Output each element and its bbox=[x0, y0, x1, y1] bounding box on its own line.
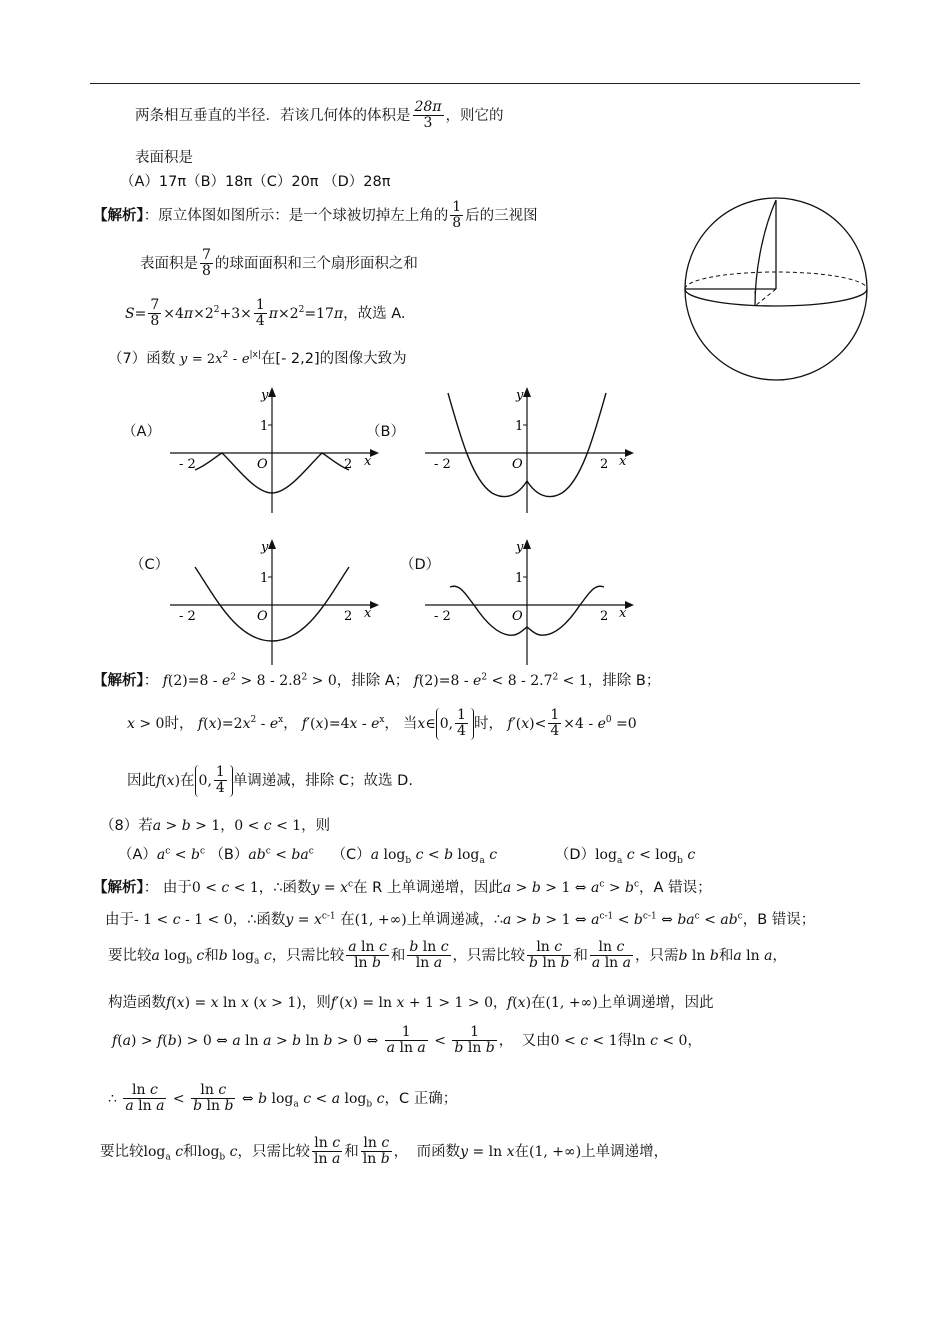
svg-text:2: 2 bbox=[600, 609, 609, 624]
svg-text:x: x bbox=[619, 454, 627, 469]
svg-text:x: x bbox=[364, 454, 372, 469]
svg-text:1: 1 bbox=[260, 571, 269, 586]
q6-line2: 表面积是 bbox=[135, 150, 193, 166]
svg-text:2: 2 bbox=[344, 609, 353, 624]
svg-text:- 2: - 2 bbox=[434, 609, 451, 624]
sol8-line1: 【解析】： 由于0 < c < 1，∴函数$y = x^c$在 R 上单调递增，因此a > b > 1 ⇔ $a^c > b^c$，A 错误； bbox=[93, 879, 712, 896]
sphere-figure bbox=[680, 192, 870, 384]
svg-text:1: 1 bbox=[260, 419, 269, 434]
sol7-line3: 因此f(x)在 0, $\frac{1}{4}$ 单调递减，排除 C；故选 D. bbox=[127, 764, 413, 797]
svg-text:O: O bbox=[257, 457, 268, 472]
sol8-line5: f(a) > f(b) > 0 ⇔ a ln a > b ln b > 0 ⇔ $\frac{1}{\text{a ln a}}$ < $\frac{1}{\text{b ln b}}$ ， 又由0 < c < 1得ln c < 0， bbox=[112, 1024, 702, 1057]
graph-label-d: （D） bbox=[400, 557, 441, 573]
sol8-line6: ∴ $\frac{\text{ln c}}{\text{a ln a}}$ < $\frac{\text{ln c}}{\text{b ln b}}$ ⇔ b $\log_a c < a$ $\log_b c$，C 正确； bbox=[108, 1082, 458, 1115]
svg-text:O: O bbox=[512, 609, 523, 624]
sol8-line2: 由于- 1 < c - 1 < 0，∴函数$y = x^{c-1}$ 在(1, +∞)上单调递减，∴a > b > 1 ⇔ $a^{c-1} < b^{c-1}$ ⇔ $ba^c < ab^c$，B 错误； bbox=[105, 911, 816, 928]
sol6-line2: 表面积是 $\frac{7}{8}$ 的球面面积和三个扇形面积之和 bbox=[140, 247, 418, 280]
header-rule bbox=[90, 83, 860, 84]
sol7-line2: x > 0时， $f(x)=2x^2 - e^x$， $f'(x)=4x - e^x$， 当x∈ 0, $\frac{1}{4}$ 时， f′(x)< $\frac{1}{4}$ $\times 4 - e^0 =0$ bbox=[127, 707, 637, 740]
sol8-line7: 要比较$\log_a c$和$\log_b c$，只需比较 $\frac{\text{ln c}}{\text{ln a}}$ 和 $\frac{\text{ln c}}{\text{ln b}}$ ， 而函数y = ln x在(1, +∞)上单调递增， bbox=[100, 1135, 669, 1168]
graph-d bbox=[420, 537, 640, 667]
svg-text:1: 1 bbox=[515, 419, 524, 434]
svg-text:y: y bbox=[261, 540, 269, 555]
q8-prompt: （8）若a > b > 1，0 < c < 1，则 bbox=[100, 818, 331, 834]
svg-text:O: O bbox=[512, 457, 523, 472]
graph-label-c: （C） bbox=[130, 557, 170, 573]
volume-fraction: $\frac{28\pi}{3}$ bbox=[414, 99, 442, 132]
sol7-line1: 【解析】： $f(2)=8 - e^2 > 8 - 2.8^2 > 0$，排除 A； $f(2)=8 - e^2 < 8 - 2.7^2 < 1$，排除 B； bbox=[93, 672, 661, 689]
svg-text:y: y bbox=[516, 540, 524, 555]
svg-text:1: 1 bbox=[515, 571, 524, 586]
svg-text:2: 2 bbox=[344, 457, 353, 472]
graph-a bbox=[165, 385, 385, 515]
graph-b bbox=[420, 385, 640, 515]
sol6-line1: 【解析】：原立体图如图所示：是一个球被切掉左上角的 $\frac{1}{8}$ 后的三视图 bbox=[93, 199, 538, 232]
q8-options: $(A)a^c < b^c$ $(B)ab^c < ba^c$ （C）a $\log_b c < b$ $\log_a c$ $(D)\log_a$ $c < \log_b c$ bbox=[118, 846, 696, 866]
svg-text:- 2: - 2 bbox=[179, 609, 196, 624]
svg-text:2: 2 bbox=[600, 457, 609, 472]
svg-text:x: x bbox=[619, 606, 627, 621]
svg-text:y: y bbox=[261, 388, 269, 403]
q6-options: （A）17π（B）18π（C）20π （D）28π bbox=[120, 174, 391, 190]
svg-text:- 2: - 2 bbox=[434, 457, 451, 472]
q6-line1: 两条相互垂直的半径．若该几何体的体积是 $\frac{28\pi}{3}$ ，则它的 bbox=[135, 99, 504, 132]
sol8-line4: 构造函数f(x) = x ln x (x > 1)，则f′(x) = ln x + 1 > 1 > 0，f(x)在(1, +∞)上单调递增，因此 bbox=[108, 995, 714, 1011]
graph-label-a: （A） bbox=[122, 424, 161, 440]
svg-text:x: x bbox=[364, 606, 372, 621]
svg-text:y: y bbox=[516, 388, 524, 403]
graph-c bbox=[165, 537, 385, 667]
sol8-line3: 要比较a $\log_b c$和b $\log_a c$，只需比较 $\frac{\text{a ln c}}{\text{ln b}}$ 和 $\frac{\text{b ln c}}{\text{ln a}}$ ，只需比较 $\frac{\text{ln c}}{\text{b ln b}}$ 和 $\frac{\text{ln c}}{\text{a ln a}}$ ，只需b ln b和a ln a， bbox=[108, 939, 787, 972]
svg-text:O: O bbox=[257, 609, 268, 624]
graph-label-b: （B） bbox=[366, 424, 405, 440]
q7-prompt: （7）函数 $y = 2x^2 - e^{|x|}$在[- 2,2]的图像大致为 bbox=[108, 350, 407, 367]
sol6-formula: S= $\frac{7}{8}$ $\times 4\pi\times 2^2+3\times$ $\frac{1}{4}$ $\pi\times 2^2=17\pi$，故选 A. bbox=[125, 297, 406, 330]
svg-text:- 2: - 2 bbox=[179, 457, 196, 472]
